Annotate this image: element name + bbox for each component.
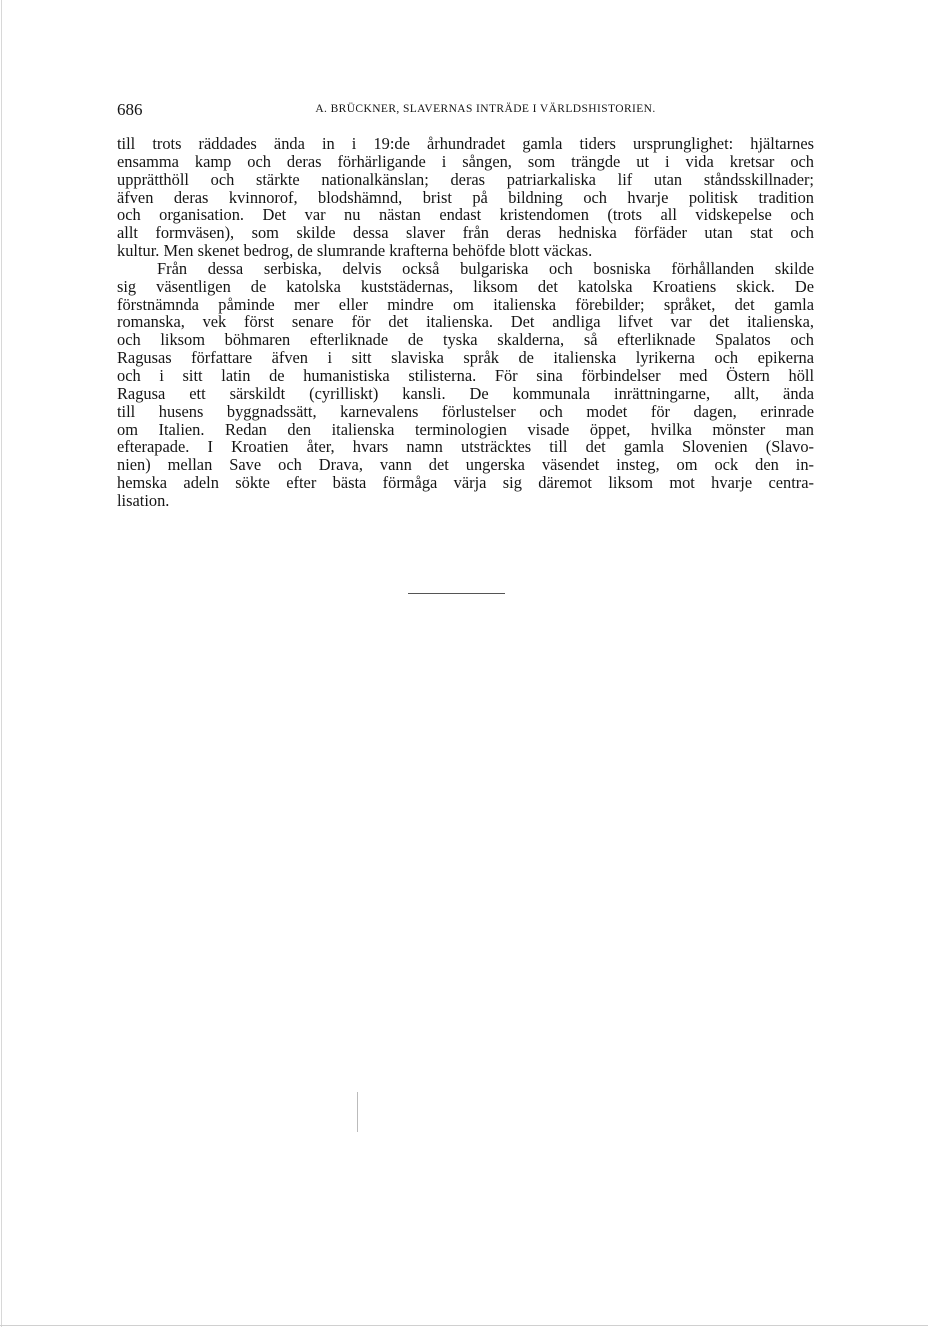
text-line: Ragusa ett särskildt (cyrilliskt) kansli. De kommunala inrättningarne, allt, ända bbox=[117, 383, 814, 403]
text-line: Från dessa serbiska, delvis också bulgariska och bosniska förhållanden skilde bbox=[157, 258, 814, 278]
text-line: hemska adeln sökte efter bästa förmåga värja sig däremot liksom mot hvarje centra- bbox=[117, 473, 814, 493]
text-line: lisation. bbox=[117, 490, 170, 510]
paragraph bbox=[117, 135, 814, 260]
text-line: om Italien. Redan den italienska terminologien visade öppet, hvilka mönster man bbox=[117, 419, 814, 439]
text-line: efterapade. I Kroatien åter, hvars namn utsträcktes till det gamla Slovenien (Slavo- bbox=[117, 437, 814, 457]
scan-page-edge bbox=[1, 0, 2, 1327]
body-text bbox=[117, 135, 814, 510]
text-line: kultur. Men skenet bedrog, de slumrande krafterna behöfde blott väckas. bbox=[117, 241, 593, 261]
text-line: till husens byggnadssätt, karnevalens förlustelser och modet för dagen, erinrade bbox=[117, 401, 814, 421]
text-line: äfven deras kvinnorof, blodshämnd, brist på bildning och hvarje politisk tradition bbox=[117, 187, 814, 207]
text-line: allt formväsen), som skilde dessa slaver från deras hedniska förfäder utan stat och bbox=[117, 223, 814, 243]
paragraph bbox=[117, 260, 814, 510]
text-line: upprätthöll och stärkte nationalkänslan; deras patriarkaliska lif utan ståndsskillnader; bbox=[117, 169, 814, 189]
scan-bottom-edge bbox=[0, 1325, 928, 1326]
text-line: förstnämnda påminde mer eller mindre om italienska förebilder; språket, det gamla bbox=[117, 294, 814, 314]
scan-artifact-line bbox=[357, 1092, 358, 1132]
text-line: och organisation. Det var nu nästan endast kristendomen (trots all vidskepelse och bbox=[117, 205, 814, 225]
page-header bbox=[117, 100, 814, 120]
text-line: Ragusas författare äfven i sitt slaviska språk de italienska lyrikerna och epikerna bbox=[117, 348, 814, 368]
page-number: 686 bbox=[117, 100, 143, 119]
text-line: sig väsentligen de katolska kuststädernas, liksom det katolska Kroatiens skick. De bbox=[117, 276, 814, 296]
text-line: och liksom böhmaren efterliknade de tyska skalderna, så efterliknade Spalatos och bbox=[117, 330, 814, 350]
text-line: och i sitt latin de humanistiska stilisterna. För sina förbindelser med Östern höll bbox=[117, 365, 814, 385]
text-line: till trots räddades ända in i 19:de århundradet gamla tiders ursprunglighet: hjältarnes bbox=[117, 134, 814, 153]
text-line: nien) mellan Save och Drava, vann det ungerska väsendet insteg, om ock den in- bbox=[117, 455, 814, 475]
text-line: romanska, vek först senare för det italienska. Det andliga lifvet var det italienska, bbox=[117, 312, 814, 332]
running-title: A. BRÜCKNER, SLAVERNAS INTRÄDE I VÄRLDSHISTORIEN. bbox=[315, 103, 656, 115]
section-end-rule bbox=[408, 593, 505, 594]
text-line: ensamma kamp och deras förhärligande i sången, som trängde ut i vida kretsar och bbox=[117, 151, 814, 171]
